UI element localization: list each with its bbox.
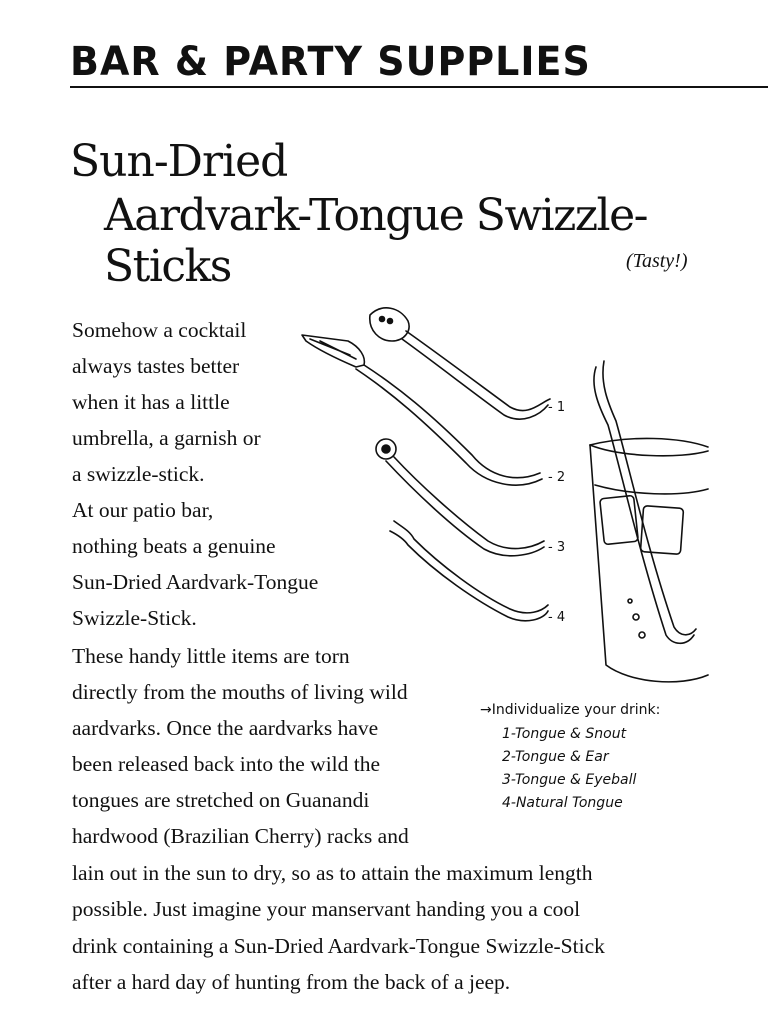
- cocktail-glass: [590, 361, 708, 682]
- stick-tongue-snout: [370, 308, 550, 419]
- caption-heading: →Individualize your drink:: [480, 702, 661, 718]
- caption-item: 3-Tongue & Eyeball: [502, 772, 637, 788]
- stick-natural-tongue: [390, 521, 548, 621]
- body-line: directly from the mouths of living wild: [72, 680, 408, 704]
- stick-tongue-ear: [302, 335, 542, 485]
- article-title-line-1: Sun-Dried: [70, 136, 288, 187]
- body-line: umbrella, a garnish or: [72, 426, 261, 450]
- body-line: possible. Just imagine your manservant handing you a cool: [72, 897, 581, 921]
- body-line: been released back into the wild the: [72, 752, 381, 776]
- body-line: hardwood (Brazilian Cherry) racks and: [72, 824, 409, 848]
- body-line: At our patio bar,: [72, 498, 214, 522]
- body-line: a swizzle-stick.: [72, 462, 205, 486]
- body-line: always tastes better: [72, 354, 240, 378]
- body-line: These handy little items are torn: [72, 644, 350, 668]
- body-line: lain out in the sun to dry, so as to attain the maximum length: [72, 861, 593, 885]
- caption-item: 2-Tongue & Ear: [502, 749, 609, 765]
- label-4: - 4: [548, 610, 566, 625]
- caption-item: 4-Natural Tongue: [502, 795, 623, 811]
- article-title-line-2: Aardvark-Tongue Swizzle-Sticks: [104, 190, 648, 292]
- page-header-title: BAR & PARTY SUPPLIES: [70, 38, 591, 85]
- body-line: Swizzle-Stick.: [72, 606, 197, 630]
- body-line: drink containing a Sun-Dried Aardvark-Tongue Swizzle-Stick: [72, 934, 605, 958]
- label-1: - 1: [548, 400, 566, 415]
- body-line: Somehow a cocktail: [72, 318, 247, 342]
- caption-item: 1-Tongue & Snout: [502, 726, 627, 742]
- body-line: nothing beats a genuine: [72, 534, 276, 558]
- label-2: - 2: [548, 470, 566, 485]
- body-line: aardvarks. Once the aardvarks have: [72, 716, 379, 740]
- label-3: - 3: [548, 540, 566, 555]
- title-note: (Tasty!): [626, 250, 688, 272]
- body-line: Sun-Dried Aardvark-Tongue: [72, 570, 319, 594]
- body-line: tongues are stretched on Guanandi: [72, 788, 370, 812]
- swizzle-sticks-illustration: [290, 295, 710, 695]
- body-line: after a hard day of hunting from the back of a jeep.: [72, 970, 511, 994]
- body-line: when it has a little: [72, 390, 230, 414]
- header-divider: [70, 86, 768, 88]
